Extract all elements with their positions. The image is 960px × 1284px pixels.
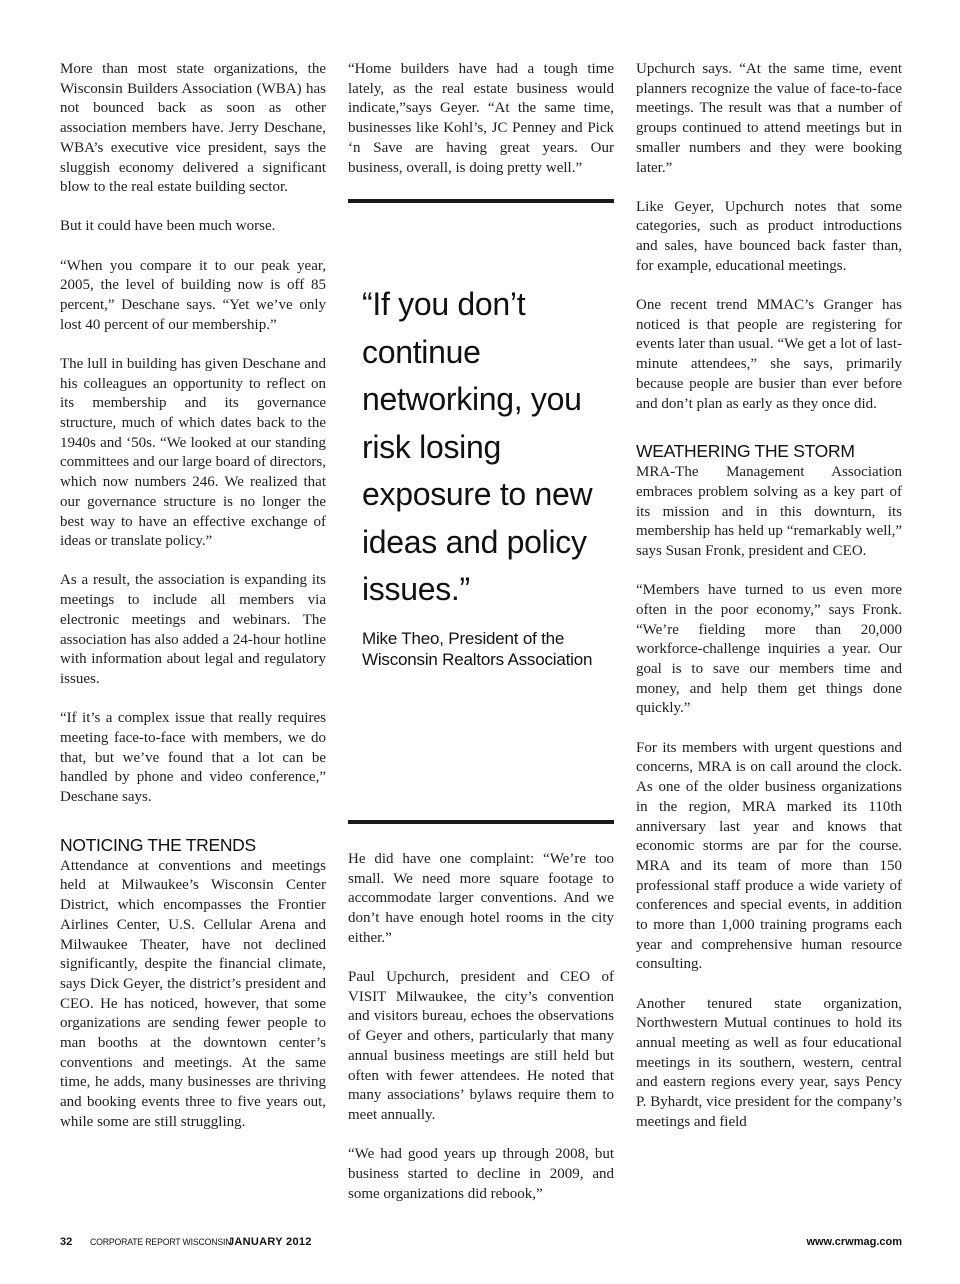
column-1 — [60, 60, 326, 1133]
body-paragraph: Another tenured state organization, Northwestern Mutual continues to hold its annual meeting as well as four educational meetings in its southern, western, central and eastern regions every year, says Pency P. Byhardt, vice president for the company’s meetings and field — [636, 995, 902, 1130]
body-paragraph: But it could have been much worse. — [60, 218, 276, 235]
pullquote-attribution: Mike Theo, President of the Wisconsin Realtors Association — [362, 628, 593, 670]
body-paragraph: MRA-The Management Association embraces problem solving as a key part of its mission and in this downturn, its membership has held up “remarkably well,” says Susan Fronk, president and CEO. — [636, 464, 902, 560]
pullquote-top-rule — [348, 199, 614, 203]
website-url: www.crwmag.com — [806, 1236, 902, 1248]
page-footer — [60, 1236, 902, 1252]
pullquote-text: “If you don’t continue networking, you risk losing exposure to new ideas and policy issues.” — [362, 286, 593, 608]
pullquote-bottom-rule — [348, 820, 614, 824]
body-paragraph: Paul Upchurch, president and CEO of VISIT Milwaukee, the city’s convention and visitors bureau, echoes the observations of Geyer and others, particularly that many annual business meetings are still held but often with fewer attendees. He noted that many associations’ bylaws require them to meet annually. — [348, 969, 614, 1123]
section-heading-noticing-trends: NOTICING THE TRENDS — [60, 834, 256, 855]
body-paragraph: As a result, the association is expanding its meetings to include all members via electronic meetings and webinars. The association has also added a 24-hour hotline with information about legal and regulatory issues. — [60, 572, 326, 687]
body-paragraph: Attendance at conventions and meetings held at Milwaukee’s Wisconsin Center District, which encompasses the Frontier Airlines Center, U.S. Cellular Arena and Milwaukee Theater, have not declined significantly, despite the financial climate, says Dick Geyer, the district’s president and CEO. He has noticed, however, that some organizations are sending fewer people to man booths at the downtown center’s conventions and meetings. At the same time, he adds, many businesses are thriving and booking events three to five years out, while some are still struggling. — [60, 857, 326, 1130]
body-paragraph: “Members have turned to us even more often in the poor economy,” says Fronk. “We’re fielding more than 20,000 workforce-challenge inquiries a year. Our goal is to save our members time and money, and help them get things done quickly.” — [636, 582, 902, 717]
column-3 — [636, 60, 902, 1133]
body-paragraph: “We had good years up through 2008, but business started to decline in 2009, and some organizations did rebook,” — [348, 1146, 614, 1202]
column-2 — [348, 60, 614, 671]
page-number: 32 — [60, 1236, 73, 1248]
body-paragraph: The lull in building has given Deschane and his colleagues an opportunity to reflect on its membership and its governance structure, much of which dates back to the 1940s and ‘50s. “We looked at our standing committees and our large board of directors, which now numbers 246. We realized that our governance structure is no longer the best way to have an effective exchange of ideas or translate policy.” — [60, 355, 326, 550]
body-paragraph: Like Geyer, Upchurch notes that some categories, such as product introductions and sales, have bounced back faster than, for example, educational meetings. — [636, 198, 902, 274]
body-paragraph: He did have one complaint: “We’re too small. We need more square footage to accommodate larger conventions. And we don’t have enough hotel rooms in the city either.” — [348, 851, 614, 946]
body-paragraph: Upchurch says. “At the same time, event planners recognize the value of face-to-face meetings. The result was that a number of groups continued to attend meetings but in smaller numbers and they were booking later.” — [636, 61, 902, 176]
column-2-lower — [348, 850, 614, 1204]
issue-date: JANUARY 2012 — [228, 1236, 312, 1248]
body-paragraph: “If it’s a complex issue that really requires meeting face-to-face with members, we do that, but we’ve found that a lot can be handled by phone and video conference,” Deschane says. — [60, 710, 326, 805]
body-paragraph: For its members with urgent questions and concerns, MRA is on call around the clock. As one of the older business organizations in the region, MRA marked its 110th anniversary last year and knows that economic storms are par for the course. MRA and its team of more than 150 professional staff produce a wide variety of conferences and special events, in addition to more than 1,000 training programs each year and comprehensive human resource consulting. — [636, 739, 902, 973]
body-paragraph: “When you compare it to our peak year, 2005, the level of building now is off 85 percent,” Deschane says. “Yet we’ve only lost 40 percent of our membership.” — [60, 257, 326, 333]
body-paragraph: More than most state organizations, the Wisconsin Builders Association (WBA) has not bounced back as soon as other association members have. Jerry Deschane, WBA’s executive vice president, says the sluggish economy delivered a significant blow to the real estate building sector. — [60, 61, 326, 196]
publication-name: CORPORATE REPORT WISCONSIN — [90, 1237, 232, 1248]
section-heading-weathering-storm: WEATHERING THE STORM — [636, 441, 855, 462]
body-paragraph: One recent trend MMAC’s Granger has noticed is that people are registering for events later than usual. “We get a lot of last-minute attendees,” she says, primarily because people are busier than ever before and don’t plan as early as they once did. — [636, 297, 902, 412]
body-paragraph: “Home builders have had a tough time lately, as the real estate business would indicate,”says Geyer. “At the same time, businesses like Kohl’s, JC Penney and Pick ‘n Save are having great years. Our business, overall, is doing pretty well.” — [348, 61, 614, 176]
